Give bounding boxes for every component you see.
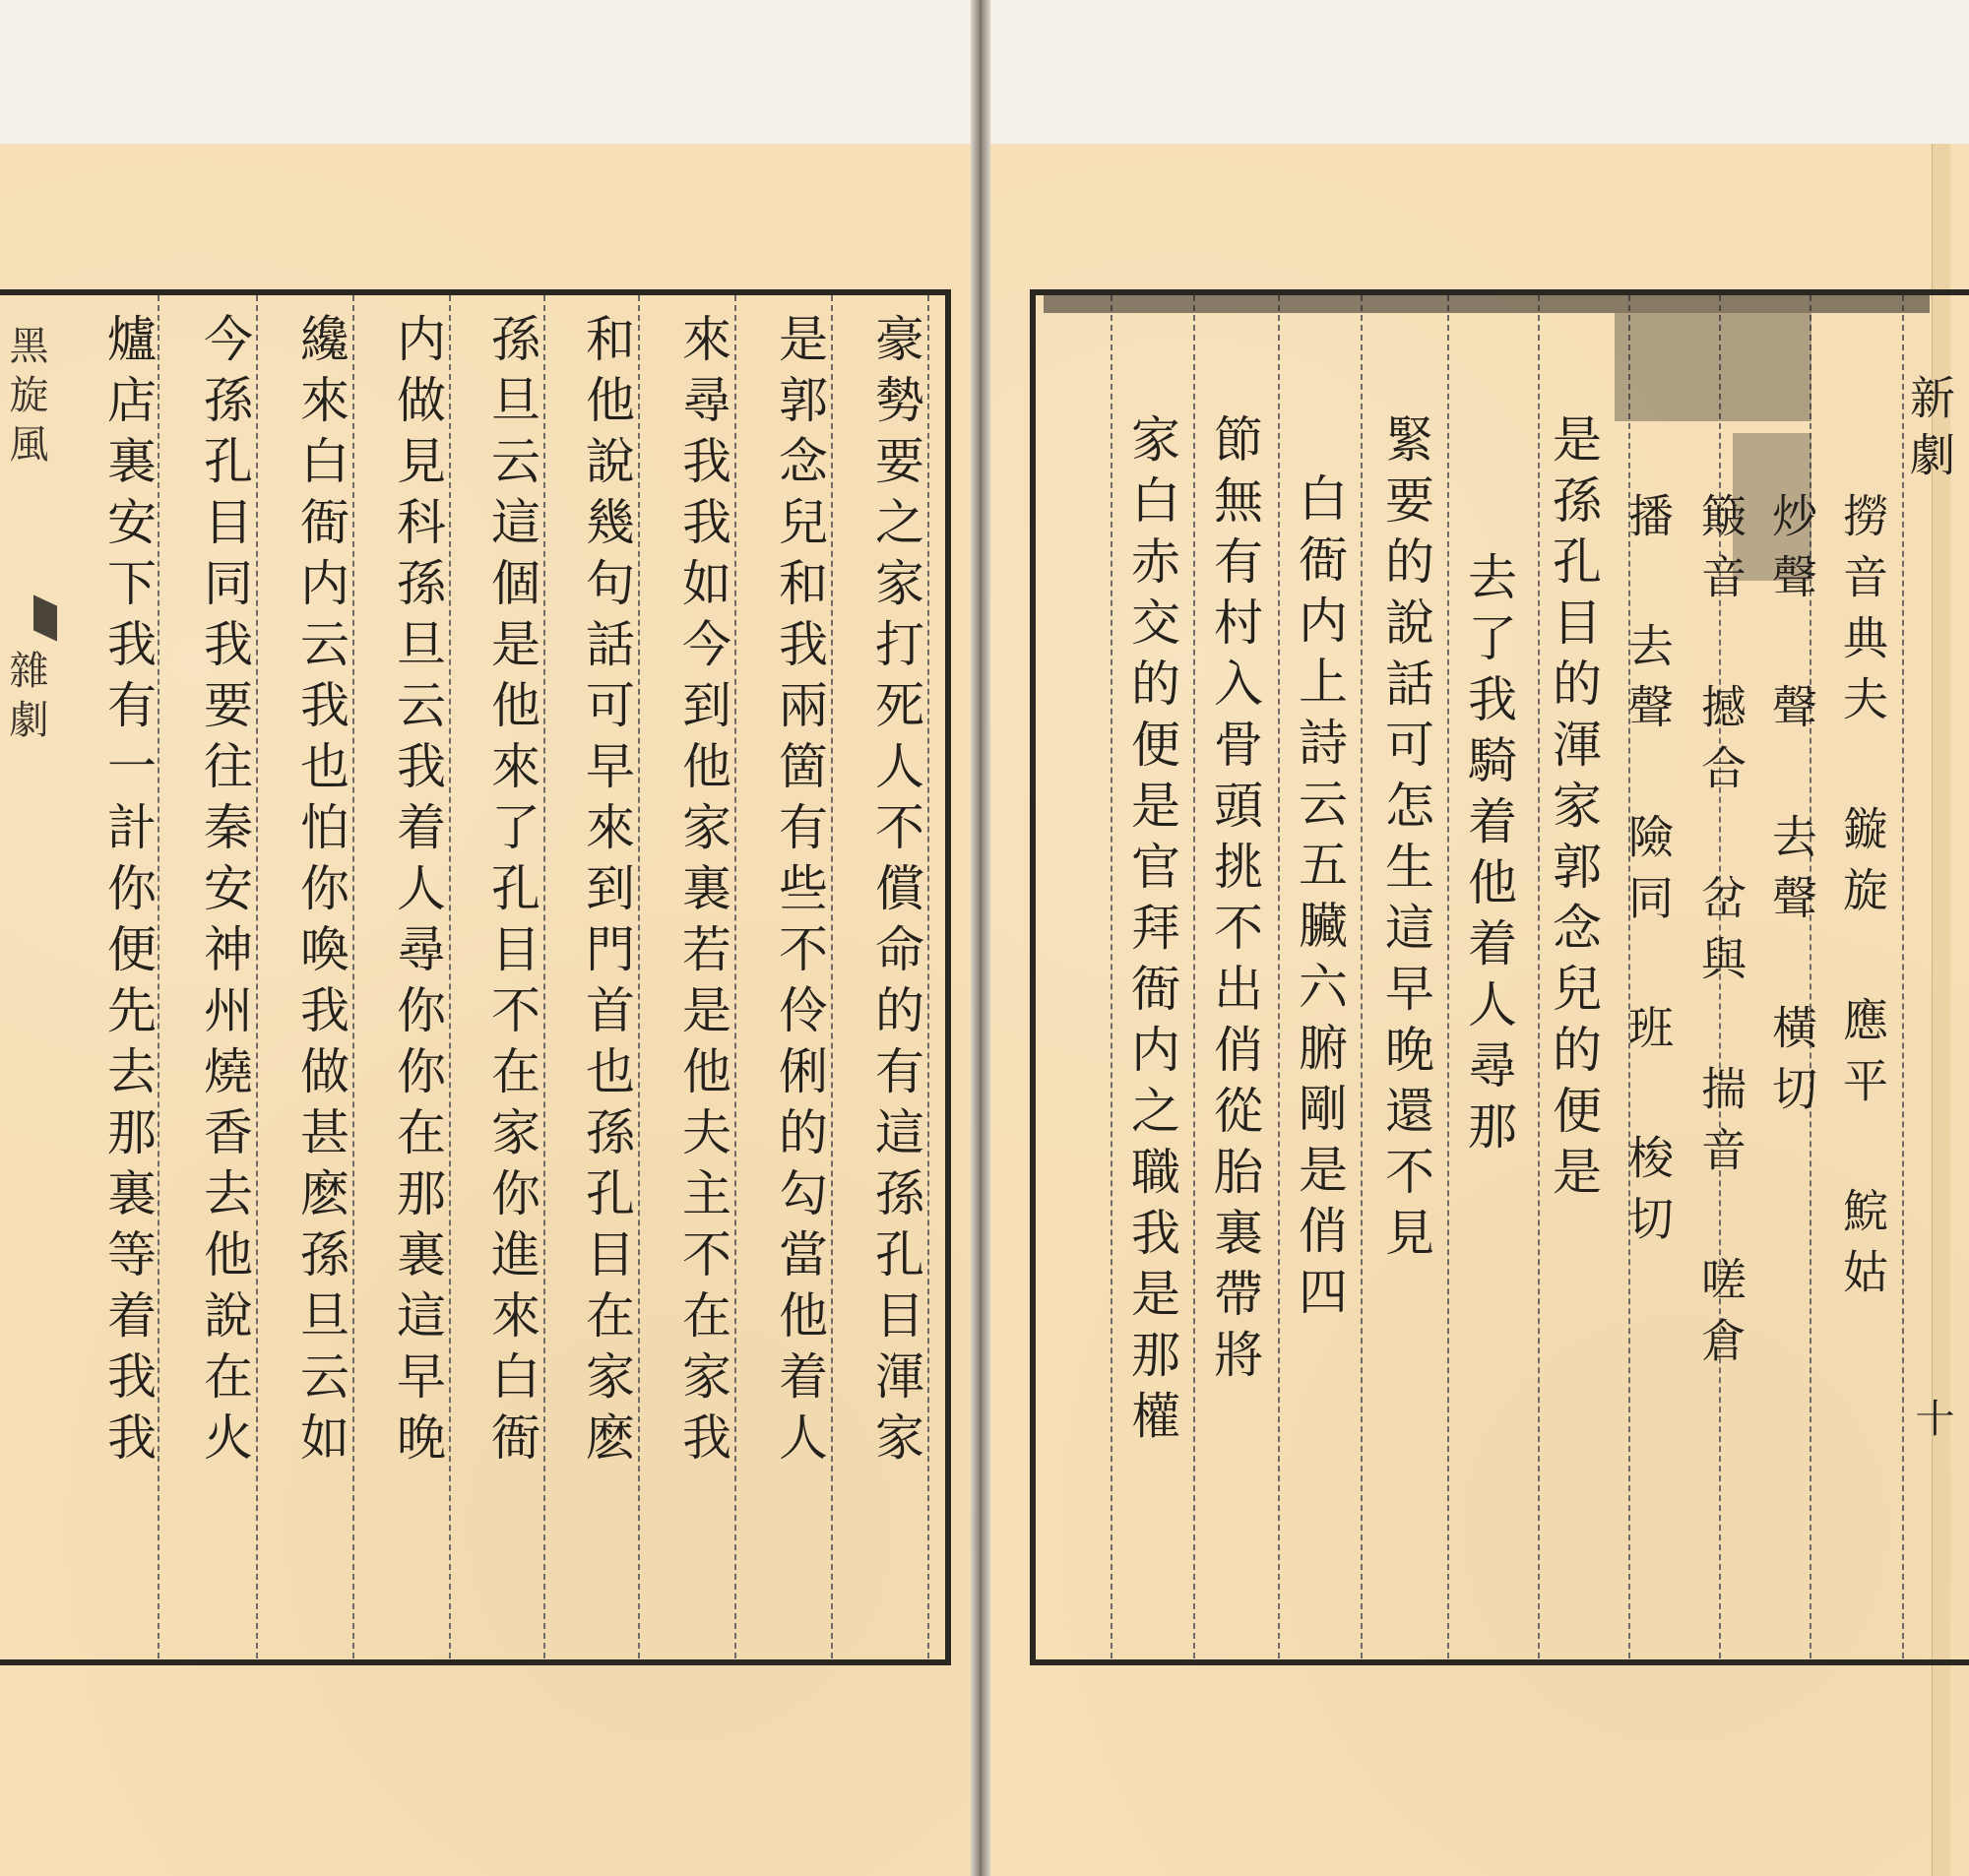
phonetic-column: 炒聲 聲 去聲 橫切 <box>1765 492 1818 1126</box>
ink-blot <box>1615 313 1811 421</box>
column-rule <box>1447 295 1449 1658</box>
column-rule <box>831 295 833 1658</box>
column-rule <box>1361 295 1363 1658</box>
text-column: 和他說幾句話可早來到門首也孫孔目在家麽 <box>578 313 635 1472</box>
text-column: 豪勢要之家打死人不償命的有這孫孔目渾家 <box>867 313 924 1472</box>
text-column: 孫旦云這個是他來了孔目不在家你進來白衙 <box>483 313 540 1472</box>
text-column: 内做見科孫旦云我着人尋你你在那裏這早晚 <box>389 313 446 1472</box>
book-gutter <box>971 0 990 1876</box>
text-column: 纔來白衙内云我也怕你喚我做甚麽孫旦云如 <box>292 313 349 1472</box>
column-rule <box>638 295 640 1658</box>
margin-title: 黑旋風 <box>3 325 48 472</box>
text-column: 今孫孔目同我要往秦安神州燒香去他說在火 <box>196 313 253 1472</box>
phonetic-column: 簸音 撼合 岔與 揣音 嗟倉 <box>1694 492 1747 1378</box>
column-rule <box>543 295 545 1658</box>
text-column: 緊要的說話可怎生這早晚還不見 <box>1377 413 1434 1268</box>
margin-subtitle: 雜劇 <box>3 650 48 748</box>
folio-number: 十 <box>1909 1398 1954 1453</box>
text-column: 節無有村入骨頭挑不出俏從胎裏帶將 <box>1206 413 1263 1390</box>
column-rule <box>1278 295 1280 1658</box>
text-column: 去了我騎着他着人尋那 <box>1460 551 1517 1161</box>
text-column: 是郭念兒和我兩箇有些不伶俐的勾當他着人 <box>771 313 828 1472</box>
column-rule <box>352 295 354 1658</box>
text-column: 來尋我我如今到他家裏若是他夫主不在家我 <box>674 313 731 1472</box>
column-rule <box>927 295 929 1658</box>
ink-blot <box>1044 291 1930 313</box>
column-rule <box>256 295 258 1658</box>
column-rule <box>734 295 736 1658</box>
text-column: 爐店裏安下我有一計你便先去那裏等着我我 <box>99 313 157 1472</box>
column-rule <box>1538 295 1540 1658</box>
column-rule <box>1111 295 1112 1658</box>
phonetic-column: 撈音典夫 鏇旋 應平 鯇姑 <box>1836 492 1889 1309</box>
text-column: 白衙内上詩云五臟六腑剛是俏四 <box>1291 472 1348 1327</box>
column-rule <box>449 295 451 1658</box>
play-title: 新劇 <box>1903 374 1956 488</box>
column-rule <box>1193 295 1195 1658</box>
phonetic-column: 播 去聲 險同 班 梭切 <box>1621 492 1675 1256</box>
text-column: 是孫孔目的渾家郭念兒的便是 <box>1545 413 1602 1207</box>
text-column: 家白赤交的便是官拜衙内之職我是那權 <box>1123 413 1180 1451</box>
